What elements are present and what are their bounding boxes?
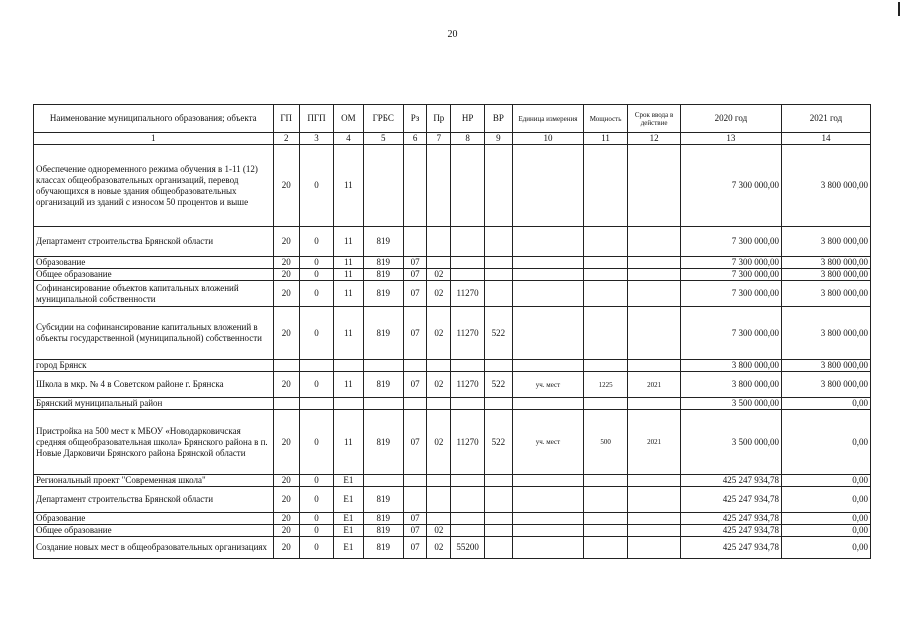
- column-number: 7: [427, 133, 451, 145]
- amount-cell-y2020: 425 247 934,78: [680, 525, 781, 537]
- rz-cell: [403, 475, 426, 487]
- om-cell: [334, 398, 363, 410]
- column-number: 8: [451, 133, 484, 145]
- unit-cell: [513, 487, 584, 513]
- grbs-cell: 819: [363, 269, 403, 281]
- nr-cell: 11270: [451, 307, 484, 360]
- term-cell: [628, 269, 681, 281]
- amount-cell-y2021: 0,00: [781, 537, 870, 559]
- unit-cell: [513, 525, 584, 537]
- rz-cell: 07: [403, 307, 426, 360]
- header-cell: Срок ввода в действие: [628, 105, 681, 133]
- om-cell: 11: [334, 227, 363, 257]
- power-cell: 500: [583, 410, 627, 475]
- amount-cell-y2020: 425 247 934,78: [680, 537, 781, 559]
- vr-cell: [484, 145, 512, 227]
- unit-cell: [513, 145, 584, 227]
- pgp-cell: 0: [299, 525, 333, 537]
- pr-cell: [427, 487, 451, 513]
- amount-cell-y2021: 3 800 000,00: [781, 145, 870, 227]
- power-cell: [583, 487, 627, 513]
- om-cell: E1: [334, 487, 363, 513]
- column-number: 4: [334, 133, 363, 145]
- nr-cell: 11270: [451, 281, 484, 307]
- header-cell: ГРБС: [363, 105, 403, 133]
- unit-cell: [513, 537, 584, 559]
- power-cell: 1225: [583, 372, 627, 398]
- nr-cell: [451, 475, 484, 487]
- om-cell: 11: [334, 281, 363, 307]
- pgp-cell: 0: [299, 372, 333, 398]
- header-cell: ГП: [273, 105, 299, 133]
- grbs-cell: 819: [363, 227, 403, 257]
- gp-cell: [273, 398, 299, 410]
- unit-cell: [513, 513, 584, 525]
- vr-cell: 522: [484, 372, 512, 398]
- amount-cell-y2021: 3 800 000,00: [781, 360, 870, 372]
- pr-cell: 02: [427, 410, 451, 475]
- gp-cell: 20: [273, 281, 299, 307]
- rz-cell: [403, 398, 426, 410]
- gp-cell: 20: [273, 372, 299, 398]
- column-number: 6: [403, 133, 426, 145]
- column-number: 5: [363, 133, 403, 145]
- rz-cell: 07: [403, 281, 426, 307]
- rz-cell: [403, 487, 426, 513]
- row-name-cell: Субсидии на софинансирование капитальных вложений в объекты государственной (муниципальной) собственности: [34, 307, 274, 360]
- term-cell: [628, 398, 681, 410]
- unit-cell: [513, 227, 584, 257]
- grbs-cell: 819: [363, 525, 403, 537]
- term-cell: [628, 525, 681, 537]
- om-cell: [334, 360, 363, 372]
- column-number: 1: [34, 133, 274, 145]
- column-number: 13: [680, 133, 781, 145]
- header-cell: Пр: [427, 105, 451, 133]
- table-row: [34, 475, 871, 487]
- pr-cell: 02: [427, 281, 451, 307]
- pgp-cell: 0: [299, 269, 333, 281]
- amount-cell-y2020: 3 800 000,00: [680, 372, 781, 398]
- term-cell: [628, 307, 681, 360]
- gp-cell: 20: [273, 269, 299, 281]
- nr-cell: 55200: [451, 537, 484, 559]
- pr-cell: 02: [427, 525, 451, 537]
- table-row: [34, 145, 871, 227]
- amount-cell-y2020: 3 500 000,00: [680, 410, 781, 475]
- column-number: 12: [628, 133, 681, 145]
- term-cell: 2021: [628, 372, 681, 398]
- pgp-cell: 0: [299, 257, 333, 269]
- grbs-cell: [363, 360, 403, 372]
- row-name-cell: Школа в мкр. № 4 в Советском районе г. Брянска: [34, 372, 274, 398]
- om-cell: E1: [334, 475, 363, 487]
- rz-cell: 07: [403, 513, 426, 525]
- amount-cell-y2020: 7 300 000,00: [680, 227, 781, 257]
- term-cell: [628, 487, 681, 513]
- om-cell: E1: [334, 525, 363, 537]
- grbs-cell: [363, 475, 403, 487]
- nr-cell: 11270: [451, 410, 484, 475]
- amount-cell-y2020: 7 300 000,00: [680, 269, 781, 281]
- header-cell: Мощность: [583, 105, 627, 133]
- column-number: 9: [484, 133, 512, 145]
- vr-cell: [484, 513, 512, 525]
- unit-cell: [513, 360, 584, 372]
- amount-cell-y2020: 425 247 934,78: [680, 487, 781, 513]
- gp-cell: 20: [273, 227, 299, 257]
- header-cell: ПГП: [299, 105, 333, 133]
- pgp-cell: 0: [299, 513, 333, 525]
- amount-cell-y2021: 0,00: [781, 475, 870, 487]
- nr-cell: [451, 513, 484, 525]
- gp-cell: 20: [273, 537, 299, 559]
- row-name-cell: Общее образование: [34, 525, 274, 537]
- nr-cell: [451, 257, 484, 269]
- vr-cell: [484, 525, 512, 537]
- gp-cell: 20: [273, 513, 299, 525]
- unit-cell: [513, 475, 584, 487]
- pr-cell: [427, 145, 451, 227]
- table-row: [34, 410, 871, 475]
- rz-cell: [403, 145, 426, 227]
- om-cell: E1: [334, 513, 363, 525]
- amount-cell-y2020: 425 247 934,78: [680, 513, 781, 525]
- pgp-cell: [299, 360, 333, 372]
- pgp-cell: 0: [299, 145, 333, 227]
- gp-cell: 20: [273, 487, 299, 513]
- pr-cell: [427, 513, 451, 525]
- vr-cell: [484, 487, 512, 513]
- amount-cell-y2021: 0,00: [781, 525, 870, 537]
- column-number: 10: [513, 133, 584, 145]
- table-row: [34, 487, 871, 513]
- gp-cell: 20: [273, 307, 299, 360]
- table-row: [34, 269, 871, 281]
- header-cell: Единица измерения: [513, 105, 584, 133]
- amount-cell-y2021: 3 800 000,00: [781, 307, 870, 360]
- vr-cell: [484, 360, 512, 372]
- grbs-cell: 819: [363, 410, 403, 475]
- pgp-cell: 0: [299, 410, 333, 475]
- nr-cell: [451, 227, 484, 257]
- vr-cell: [484, 398, 512, 410]
- table-row: [34, 257, 871, 269]
- om-cell: 11: [334, 269, 363, 281]
- header-cell: ОМ: [334, 105, 363, 133]
- om-cell: E1: [334, 537, 363, 559]
- grbs-cell: 819: [363, 537, 403, 559]
- pr-cell: [427, 257, 451, 269]
- rz-cell: [403, 227, 426, 257]
- amount-cell-y2021: 0,00: [781, 487, 870, 513]
- gp-cell: 20: [273, 257, 299, 269]
- gp-cell: 20: [273, 145, 299, 227]
- row-name-cell: Департамент строительства Брянской области: [34, 487, 274, 513]
- amount-cell-y2021: 3 800 000,00: [781, 372, 870, 398]
- term-cell: [628, 537, 681, 559]
- rz-cell: 07: [403, 269, 426, 281]
- vr-cell: [484, 269, 512, 281]
- vr-cell: [484, 281, 512, 307]
- row-name-cell: Брянский муниципальный район: [34, 398, 274, 410]
- gp-cell: 20: [273, 410, 299, 475]
- edge-mark: [898, 2, 900, 16]
- amount-cell-y2021: 3 800 000,00: [781, 227, 870, 257]
- nr-cell: 11270: [451, 372, 484, 398]
- header-row: [34, 105, 871, 133]
- om-cell: 11: [334, 257, 363, 269]
- term-cell: 2021: [628, 410, 681, 475]
- table-row: [34, 360, 871, 372]
- amount-cell-y2020: 3 800 000,00: [680, 360, 781, 372]
- term-cell: [628, 227, 681, 257]
- column-number: 3: [299, 133, 333, 145]
- amount-cell-y2020: 7 300 000,00: [680, 281, 781, 307]
- amount-cell-y2021: 0,00: [781, 410, 870, 475]
- table-row: [34, 281, 871, 307]
- vr-cell: [484, 537, 512, 559]
- unit-cell: [513, 307, 584, 360]
- power-cell: [583, 360, 627, 372]
- pgp-cell: 0: [299, 307, 333, 360]
- grbs-cell: [363, 145, 403, 227]
- row-name-cell: Пристройка на 500 мест к МБОУ «Новодарковичская средняя общеобразовательная школа» Брянского района в п. Новые Дарковичи Брянского района Брянской области: [34, 410, 274, 475]
- table-row: [34, 537, 871, 559]
- unit-cell: уч. мест: [513, 410, 584, 475]
- pr-cell: 02: [427, 269, 451, 281]
- unit-cell: [513, 257, 584, 269]
- gp-cell: [273, 360, 299, 372]
- nr-cell: [451, 525, 484, 537]
- pr-cell: [427, 360, 451, 372]
- power-cell: [583, 227, 627, 257]
- row-name-cell: Департамент строительства Брянской области: [34, 227, 274, 257]
- pr-cell: 02: [427, 372, 451, 398]
- grbs-cell: 819: [363, 257, 403, 269]
- amount-cell-y2020: 425 247 934,78: [680, 475, 781, 487]
- header-cell: Наименование муниципального образования; объекта: [34, 105, 274, 133]
- pr-cell: [427, 227, 451, 257]
- row-name-cell: Софинансирование объектов капитальных вложений муниципальной собственности: [34, 281, 274, 307]
- power-cell: [583, 475, 627, 487]
- grbs-cell: 819: [363, 372, 403, 398]
- table-row: [34, 525, 871, 537]
- amount-cell-y2021: 0,00: [781, 398, 870, 410]
- pgp-cell: 0: [299, 487, 333, 513]
- header-cell: Рз: [403, 105, 426, 133]
- budget-table: [33, 104, 871, 559]
- power-cell: [583, 398, 627, 410]
- vr-cell: 522: [484, 307, 512, 360]
- table-row: [34, 372, 871, 398]
- row-name-cell: Образование: [34, 513, 274, 525]
- amount-cell-y2020: 3 500 000,00: [680, 398, 781, 410]
- pr-cell: 02: [427, 537, 451, 559]
- table-row: [34, 307, 871, 360]
- gp-cell: 20: [273, 525, 299, 537]
- pgp-cell: 0: [299, 227, 333, 257]
- power-cell: [583, 145, 627, 227]
- grbs-cell: 819: [363, 487, 403, 513]
- amount-cell-y2021: 3 800 000,00: [781, 257, 870, 269]
- om-cell: 11: [334, 145, 363, 227]
- row-name-cell: Общее образование: [34, 269, 274, 281]
- table-row: [34, 398, 871, 410]
- pr-cell: [427, 475, 451, 487]
- row-name-cell: Региональный проект "Современная школа": [34, 475, 274, 487]
- power-cell: [583, 525, 627, 537]
- row-name-cell: Создание новых мест в общеобразовательных организациях: [34, 537, 274, 559]
- term-cell: [628, 257, 681, 269]
- power-cell: [583, 269, 627, 281]
- rz-cell: 07: [403, 525, 426, 537]
- term-cell: [628, 513, 681, 525]
- column-number: 2: [273, 133, 299, 145]
- rz-cell: 07: [403, 410, 426, 475]
- row-name-cell: город Брянск: [34, 360, 274, 372]
- term-cell: [628, 281, 681, 307]
- row-name-cell: Обеспечение одноременного режима обучения в 1-11 (12) классах общеобразовательных организаций, перевод обучающихся в новые здания общеобразовательных организаций из зданий с износом 50 процентов и выше: [34, 145, 274, 227]
- grbs-cell: 819: [363, 307, 403, 360]
- rz-cell: 07: [403, 257, 426, 269]
- table-row: [34, 513, 871, 525]
- amount-cell-y2021: 3 800 000,00: [781, 269, 870, 281]
- column-number: 14: [781, 133, 870, 145]
- term-cell: [628, 145, 681, 227]
- nr-cell: [451, 145, 484, 227]
- om-cell: 11: [334, 307, 363, 360]
- om-cell: 11: [334, 372, 363, 398]
- term-cell: [628, 475, 681, 487]
- vr-cell: [484, 227, 512, 257]
- pr-cell: 02: [427, 307, 451, 360]
- header-cell: 2021 год: [781, 105, 870, 133]
- power-cell: [583, 513, 627, 525]
- unit-cell: уч. мест: [513, 372, 584, 398]
- pgp-cell: 0: [299, 281, 333, 307]
- pr-cell: [427, 398, 451, 410]
- power-cell: [583, 307, 627, 360]
- gp-cell: 20: [273, 475, 299, 487]
- column-number: 11: [583, 133, 627, 145]
- amount-cell-y2020: 7 300 000,00: [680, 307, 781, 360]
- rz-cell: 07: [403, 537, 426, 559]
- grbs-cell: 819: [363, 513, 403, 525]
- header-cell: ВР: [484, 105, 512, 133]
- nr-cell: [451, 360, 484, 372]
- grbs-cell: 819: [363, 281, 403, 307]
- column-number-row: [34, 133, 871, 145]
- pgp-cell: 0: [299, 475, 333, 487]
- unit-cell: [513, 281, 584, 307]
- power-cell: [583, 537, 627, 559]
- pgp-cell: 0: [299, 537, 333, 559]
- unit-cell: [513, 398, 584, 410]
- unit-cell: [513, 269, 584, 281]
- row-name-cell: Образование: [34, 257, 274, 269]
- vr-cell: [484, 475, 512, 487]
- power-cell: [583, 281, 627, 307]
- header-cell: 2020 год: [680, 105, 781, 133]
- nr-cell: [451, 269, 484, 281]
- header-cell: НР: [451, 105, 484, 133]
- amount-cell-y2021: 3 800 000,00: [781, 281, 870, 307]
- nr-cell: [451, 487, 484, 513]
- amount-cell-y2021: 0,00: [781, 513, 870, 525]
- term-cell: [628, 360, 681, 372]
- rz-cell: [403, 360, 426, 372]
- vr-cell: 522: [484, 410, 512, 475]
- nr-cell: [451, 398, 484, 410]
- power-cell: [583, 257, 627, 269]
- table-row: [34, 227, 871, 257]
- amount-cell-y2020: 7 300 000,00: [680, 257, 781, 269]
- vr-cell: [484, 257, 512, 269]
- amount-cell-y2020: 7 300 000,00: [680, 145, 781, 227]
- grbs-cell: [363, 398, 403, 410]
- om-cell: 11: [334, 410, 363, 475]
- pgp-cell: [299, 398, 333, 410]
- rz-cell: 07: [403, 372, 426, 398]
- page-number: 20: [447, 29, 458, 40]
